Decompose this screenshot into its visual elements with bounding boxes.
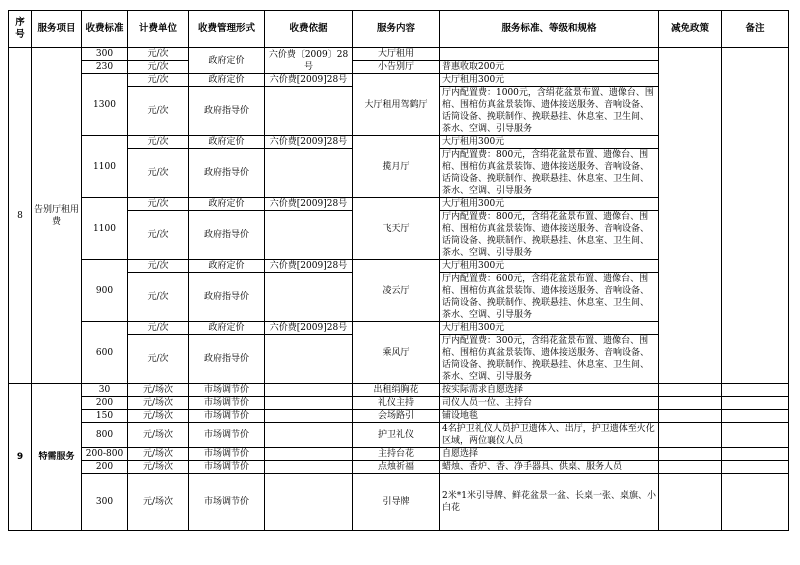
mgmt-cell: 政府定价 <box>189 74 265 87</box>
rate-cell: 300 <box>82 474 128 531</box>
basis-cell <box>265 423 353 448</box>
relief-cell <box>659 384 722 397</box>
unit-cell: 元/场次 <box>128 448 189 461</box>
header-relief: 减免政策 <box>659 11 722 48</box>
relief-cell <box>659 397 722 410</box>
remark-cell <box>722 397 789 410</box>
rate-cell: 30 <box>82 384 128 397</box>
content-cell: 主持台花 <box>353 448 440 461</box>
unit-cell: 元/次 <box>128 335 189 384</box>
rate-cell: 1100 <box>82 136 128 198</box>
standard-cell: 普惠收取200元 <box>440 61 659 74</box>
relief-cell <box>659 448 722 461</box>
unit-cell: 元/次 <box>128 136 189 149</box>
standard-cell: 4名护卫礼仪人员护卫遗体入、出厅，护卫遗体至火化区域，两位襄仪人员 <box>440 423 659 448</box>
standard-cell: 厅内配置费：800元，含绢花盆景布置、遗像台、围棺、围棺仿真盆景装饰、遗体接送服务、音响设备、话筒设备、挽联制作、挽联悬挂、休息室、卫生间、茶水、空调、引导服务 <box>440 211 659 260</box>
header-standard: 服务标准、等级和规格 <box>440 11 659 48</box>
mgmt-cell: 政府定价 <box>189 136 265 149</box>
rate-cell: 900 <box>82 260 128 322</box>
standard-cell: 蜡烛、香炉、香、净手器具、供桌、服务人员 <box>440 461 659 474</box>
header-remark: 备注 <box>722 11 789 48</box>
unit-cell: 元/场次 <box>128 461 189 474</box>
standard-cell: 自愿选择 <box>440 448 659 461</box>
unit-cell: 元/次 <box>128 48 189 61</box>
unit-cell: 元/次 <box>128 322 189 335</box>
remark-cell <box>722 410 789 423</box>
header-item: 服务项目 <box>32 11 82 48</box>
table-row <box>9 461 789 474</box>
seq-cell: 8 <box>9 48 32 384</box>
content-cell: 大厅租用 <box>353 48 440 61</box>
standard-cell <box>440 48 659 61</box>
mgmt-cell: 市场调节价 <box>189 474 265 531</box>
mgmt-cell: 市场调节价 <box>189 410 265 423</box>
content-cell: 出租绢胸花 <box>353 384 440 397</box>
standard-cell: 司仪人员一位、主持台 <box>440 397 659 410</box>
unit-cell: 元/场次 <box>128 397 189 410</box>
content-cell: 会场路引 <box>353 410 440 423</box>
relief-cell <box>659 410 722 423</box>
rate-cell: 1100 <box>82 198 128 260</box>
mgmt-cell: 市场调节价 <box>189 423 265 448</box>
mgmt-cell: 政府定价 <box>189 260 265 273</box>
relief-cell <box>659 423 722 448</box>
rate-cell: 200-800 <box>82 448 128 461</box>
header-row <box>9 11 789 48</box>
basis-cell: 六价费[2009]28号 <box>265 322 353 335</box>
standard-cell: 大厅租用300元 <box>440 198 659 211</box>
standard-cell: 大厅租用300元 <box>440 74 659 87</box>
basis-cell <box>265 474 353 531</box>
basis-cell: 六价费[2009]28号 <box>265 260 353 273</box>
standard-cell: 厅内配置费：600元，含绢花盆景布置、遗像台、围棺、围棺仿真盆景装饰、遗体接送服务、音响设备、话筒设备、挽联制作、挽联悬挂、休息室、卫生间、茶水、空调、引导服务 <box>440 273 659 322</box>
content-cell: 揽月厅 <box>353 136 440 198</box>
basis-cell: 六价费[2009]28号 <box>265 74 353 87</box>
content-cell: 凌云厅 <box>353 260 440 322</box>
content-cell: 乘风厅 <box>353 322 440 384</box>
basis-cell: 六价费[2009]28号 <box>265 198 353 211</box>
basis-cell <box>265 211 353 260</box>
header-mgmt: 收费管理形式 <box>189 11 265 48</box>
remark-cell <box>722 474 789 531</box>
mgmt-cell: 政府指导价 <box>189 273 265 322</box>
table-row <box>9 474 789 531</box>
unit-cell: 元/次 <box>128 149 189 198</box>
content-cell: 引导牌 <box>353 474 440 531</box>
remark-cell <box>722 48 789 384</box>
relief-cell <box>659 474 722 531</box>
relief-cell <box>659 48 722 384</box>
rate-cell: 150 <box>82 410 128 423</box>
unit-cell: 元/场次 <box>128 423 189 448</box>
table-row <box>9 423 789 448</box>
unit-cell: 元/次 <box>128 211 189 260</box>
content-cell: 护卫礼仪 <box>353 423 440 448</box>
basis-cell <box>265 149 353 198</box>
basis-cell <box>265 397 353 410</box>
mgmt-cell: 政府定价 <box>189 322 265 335</box>
seq-cell: 9 <box>9 384 32 531</box>
standard-cell: 大厅租用300元 <box>440 322 659 335</box>
header-unit: 计费单位 <box>128 11 189 48</box>
rate-cell: 200 <box>82 461 128 474</box>
mgmt-cell: 政府定价 <box>189 198 265 211</box>
standard-cell: 按实际需求自愿选择 <box>440 384 659 397</box>
basis-cell <box>265 87 353 136</box>
basis-cell: 六价费〔2009〕28号 <box>265 48 353 74</box>
rate-cell: 200 <box>82 397 128 410</box>
remark-cell <box>722 461 789 474</box>
content-cell: 礼仪主持 <box>353 397 440 410</box>
mgmt-cell: 市场调节价 <box>189 448 265 461</box>
rate-cell: 600 <box>82 322 128 384</box>
standard-cell: 厅内配置费：1000元，含绢花盆景布置、遗像台、围棺、围棺仿真盆景装饰、遗体接送服务、音响设备、话筒设备、挽联制作、挽联悬挂、休息室、卫生间、茶水、空调、引导服务 <box>440 87 659 136</box>
header-content: 服务内容 <box>353 11 440 48</box>
unit-cell: 元/场次 <box>128 474 189 531</box>
relief-cell <box>659 461 722 474</box>
unit-cell: 元/次 <box>128 61 189 74</box>
basis-cell: 六价费[2009]28号 <box>265 136 353 149</box>
table-row <box>9 397 789 410</box>
standard-cell: 大厅租用300元 <box>440 136 659 149</box>
mgmt-cell: 政府指导价 <box>189 211 265 260</box>
unit-cell: 元/次 <box>128 273 189 322</box>
basis-cell <box>265 410 353 423</box>
item-cell: 告别厅租用费 <box>32 48 82 384</box>
rate-cell: 230 <box>82 61 128 74</box>
remark-cell <box>722 448 789 461</box>
mgmt-cell: 市场调节价 <box>189 384 265 397</box>
table-row <box>9 384 789 397</box>
standard-cell: 厅内配置费：300元，含绢花盆景布置、遗像台、围棺、围棺仿真盆景装饰、遗体接送服务、音响设备、话筒设备、挽联制作、挽联悬挂、休息室、卫生间、茶水、空调、引导服务 <box>440 335 659 384</box>
basis-cell <box>265 335 353 384</box>
basis-cell <box>265 273 353 322</box>
header-seq: 序号 <box>9 11 32 48</box>
rate-cell: 300 <box>82 48 128 61</box>
unit-cell: 元/场次 <box>128 410 189 423</box>
header-basis: 收费依据 <box>265 11 353 48</box>
remark-cell <box>722 423 789 448</box>
content-cell: 飞天厅 <box>353 198 440 260</box>
table-row <box>9 48 789 61</box>
unit-cell: 元/次 <box>128 87 189 136</box>
content-cell: 点烛祈福 <box>353 461 440 474</box>
table-row <box>9 410 789 423</box>
mgmt-cell: 政府指导价 <box>189 87 265 136</box>
standard-cell: 大厅租用300元 <box>440 260 659 273</box>
fee-table <box>8 10 789 531</box>
mgmt-cell: 市场调节价 <box>189 397 265 410</box>
header-rate: 收费标准 <box>82 11 128 48</box>
standard-cell: 铺设地毯 <box>440 410 659 423</box>
mgmt-cell: 市场调节价 <box>189 461 265 474</box>
item-cell: 特需服务 <box>32 384 82 531</box>
basis-cell <box>265 461 353 474</box>
basis-cell <box>265 448 353 461</box>
mgmt-cell: 政府定价 <box>189 48 265 74</box>
content-cell: 大厅租用驾鹤厅 <box>353 74 440 136</box>
content-cell: 小告别厅 <box>353 61 440 74</box>
standard-cell: 2米*1米引导牌、鲜花盆景一盆、长桌一张、桌旗、小白花 <box>440 474 659 531</box>
unit-cell: 元/次 <box>128 198 189 211</box>
rate-cell: 1300 <box>82 74 128 136</box>
rate-cell: 800 <box>82 423 128 448</box>
mgmt-cell: 政府指导价 <box>189 335 265 384</box>
unit-cell: 元/场次 <box>128 384 189 397</box>
unit-cell: 元/次 <box>128 260 189 273</box>
remark-cell <box>722 384 789 397</box>
mgmt-cell: 政府指导价 <box>189 149 265 198</box>
basis-cell <box>265 384 353 397</box>
unit-cell: 元/次 <box>128 74 189 87</box>
standard-cell: 厅内配置费：800元，含绢花盆景布置、遗像台、围棺、围棺仿真盆景装饰、遗体接送服务、音响设备、话筒设备、挽联制作、挽联悬挂、休息室、卫生间、茶水、空调、引导服务 <box>440 149 659 198</box>
table-row <box>9 448 789 461</box>
